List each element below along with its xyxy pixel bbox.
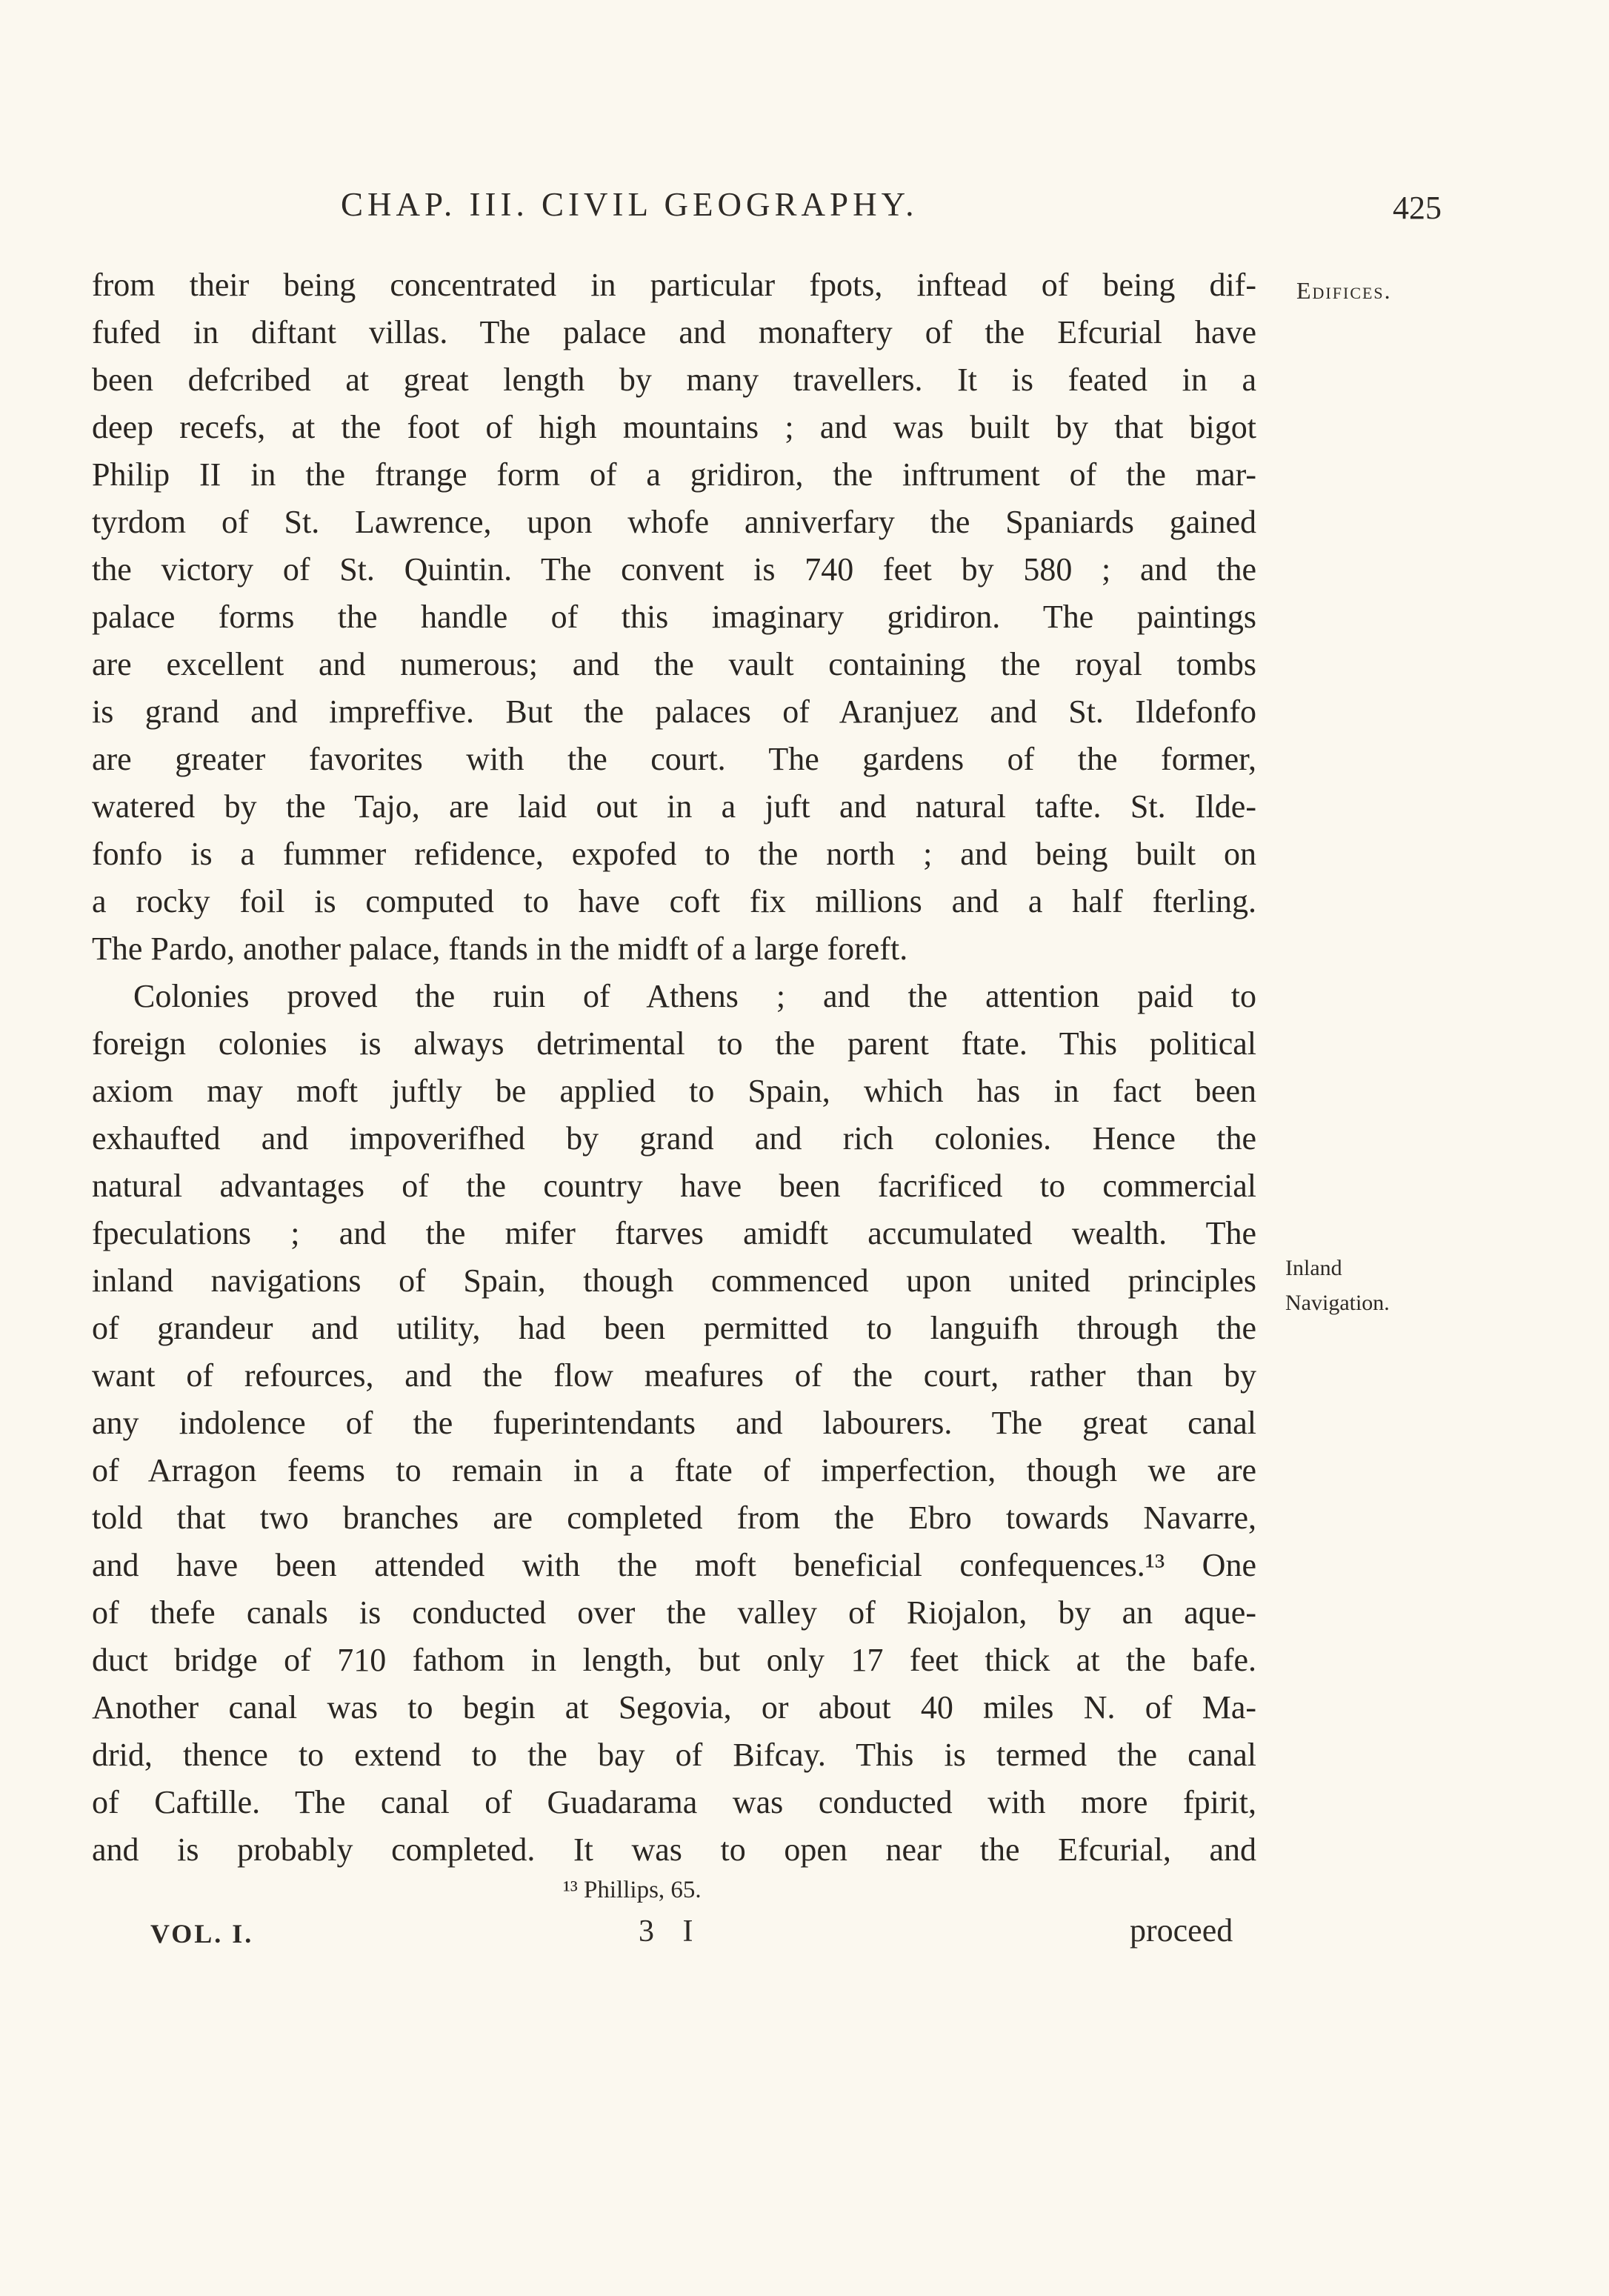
- text-line: Colonies proved the ruin of Athens ; and the attention paid to: [133, 978, 1256, 1014]
- footnote: ¹³ Phillips, 65.: [563, 1877, 702, 1903]
- text-line: deep recefs, at the foot of high mountains ; and was built by that bigot: [92, 409, 1256, 445]
- text-line: Philip II in the ftrange form of a gridiron, the inftrument of the mar-: [92, 456, 1256, 493]
- body-text: [92, 262, 1256, 1874]
- text-line: any indolence of the fuperintendants and labourers. The great canal: [92, 1405, 1256, 1441]
- text-line: exhaufted and impoverifhed by grand and rich colonies. Hence the: [92, 1120, 1256, 1157]
- text-line: inland navigations of Spain, though commenced upon united principles: [92, 1262, 1256, 1299]
- text-line: and have been attended with the moft beneficial confequences.¹³ One: [92, 1547, 1256, 1583]
- text-line: fpeculations ; and the mifer ftarves amidft accumulated wealth. The: [92, 1215, 1256, 1251]
- text-line: fonfo is a fummer refidence, expofed to the north ; and being built on: [92, 836, 1256, 872]
- text-line: foreign colonies is always detrimental to the parent ftate. This political: [92, 1025, 1256, 1062]
- page-number: 425: [1393, 190, 1442, 226]
- text-line: of Arragon feems to remain in a ftate of imperfection, though we are: [92, 1452, 1256, 1488]
- text-line: natural advantages of the country have been facrificed to commercial: [92, 1168, 1256, 1204]
- margin-note-navigation: Navigation.: [1285, 1291, 1390, 1315]
- text-line: from their being concentrated in particular fpots, inftead of being dif-: [92, 267, 1256, 303]
- text-line: are greater favorites with the court. The gardens of the former,: [92, 741, 1256, 777]
- catchword: proceed: [1130, 1912, 1233, 1949]
- volume-label: VOL. I.: [150, 1919, 254, 1949]
- text-line: told that two branches are completed from the Ebro towards Navarre,: [92, 1500, 1256, 1536]
- text-line: want of refources, and the flow meafures of the court, rather than by: [92, 1357, 1256, 1394]
- signature-mark: 3 I: [639, 1914, 704, 1949]
- running-head: CHAP. III. CIVIL GEOGRAPHY.: [341, 186, 919, 223]
- text-line: fufed in diftant villas. The palace and monaftery of the Efcurial have: [92, 314, 1256, 350]
- text-line: duct bridge of 710 fathom in length, but only 17 feet thick at the bafe.: [92, 1642, 1256, 1678]
- text-line: of Caftille. The canal of Guadarama was conducted with more fpirit,: [92, 1784, 1256, 1820]
- text-line: axiom may moft juftly be applied to Spain, which has in fact been: [92, 1073, 1256, 1109]
- text-line: palace forms the handle of this imaginary gridiron. The paintings: [92, 599, 1256, 635]
- margin-note-edifices: Edifices.: [1296, 277, 1392, 304]
- text-line: drid, thence to extend to the bay of Bifcay. This is termed the canal: [92, 1737, 1256, 1773]
- text-line: tyrdom of St. Lawrence, upon whofe anniverfary the Spaniards gained: [92, 504, 1256, 540]
- text-line: The Pardo, another palace, ftands in the midft of a large foreft.: [92, 931, 908, 967]
- text-line: been defcribed at great length by many travellers. It is feated in a: [92, 362, 1256, 398]
- text-line: of thefe canals is conducted over the valley of Riojalon, by an aque-: [92, 1594, 1256, 1631]
- text-line: Another canal was to begin at Segovia, or about 40 miles N. of Ma-: [92, 1689, 1256, 1726]
- text-line: are excellent and numerous; and the vault containing the royal tombs: [92, 646, 1256, 682]
- text-line: is grand and impreffive. But the palaces of Aranjuez and St. Ildefonfo: [92, 693, 1256, 730]
- text-line: the victory of St. Quintin. The convent is 740 feet by 580 ; and the: [92, 551, 1256, 588]
- text-line: of grandeur and utility, had been permitted to languifh through the: [92, 1310, 1256, 1346]
- margin-note-inland: Inland: [1285, 1256, 1342, 1280]
- text-line: and is probably completed. It was to open near the Efcurial, and: [92, 1831, 1256, 1868]
- text-line: a rocky foil is computed to have coft fix millions and a half fterling.: [92, 883, 1256, 919]
- text-line: watered by the Tajo, are laid out in a juft and natural tafte. St. Ilde-: [92, 788, 1256, 825]
